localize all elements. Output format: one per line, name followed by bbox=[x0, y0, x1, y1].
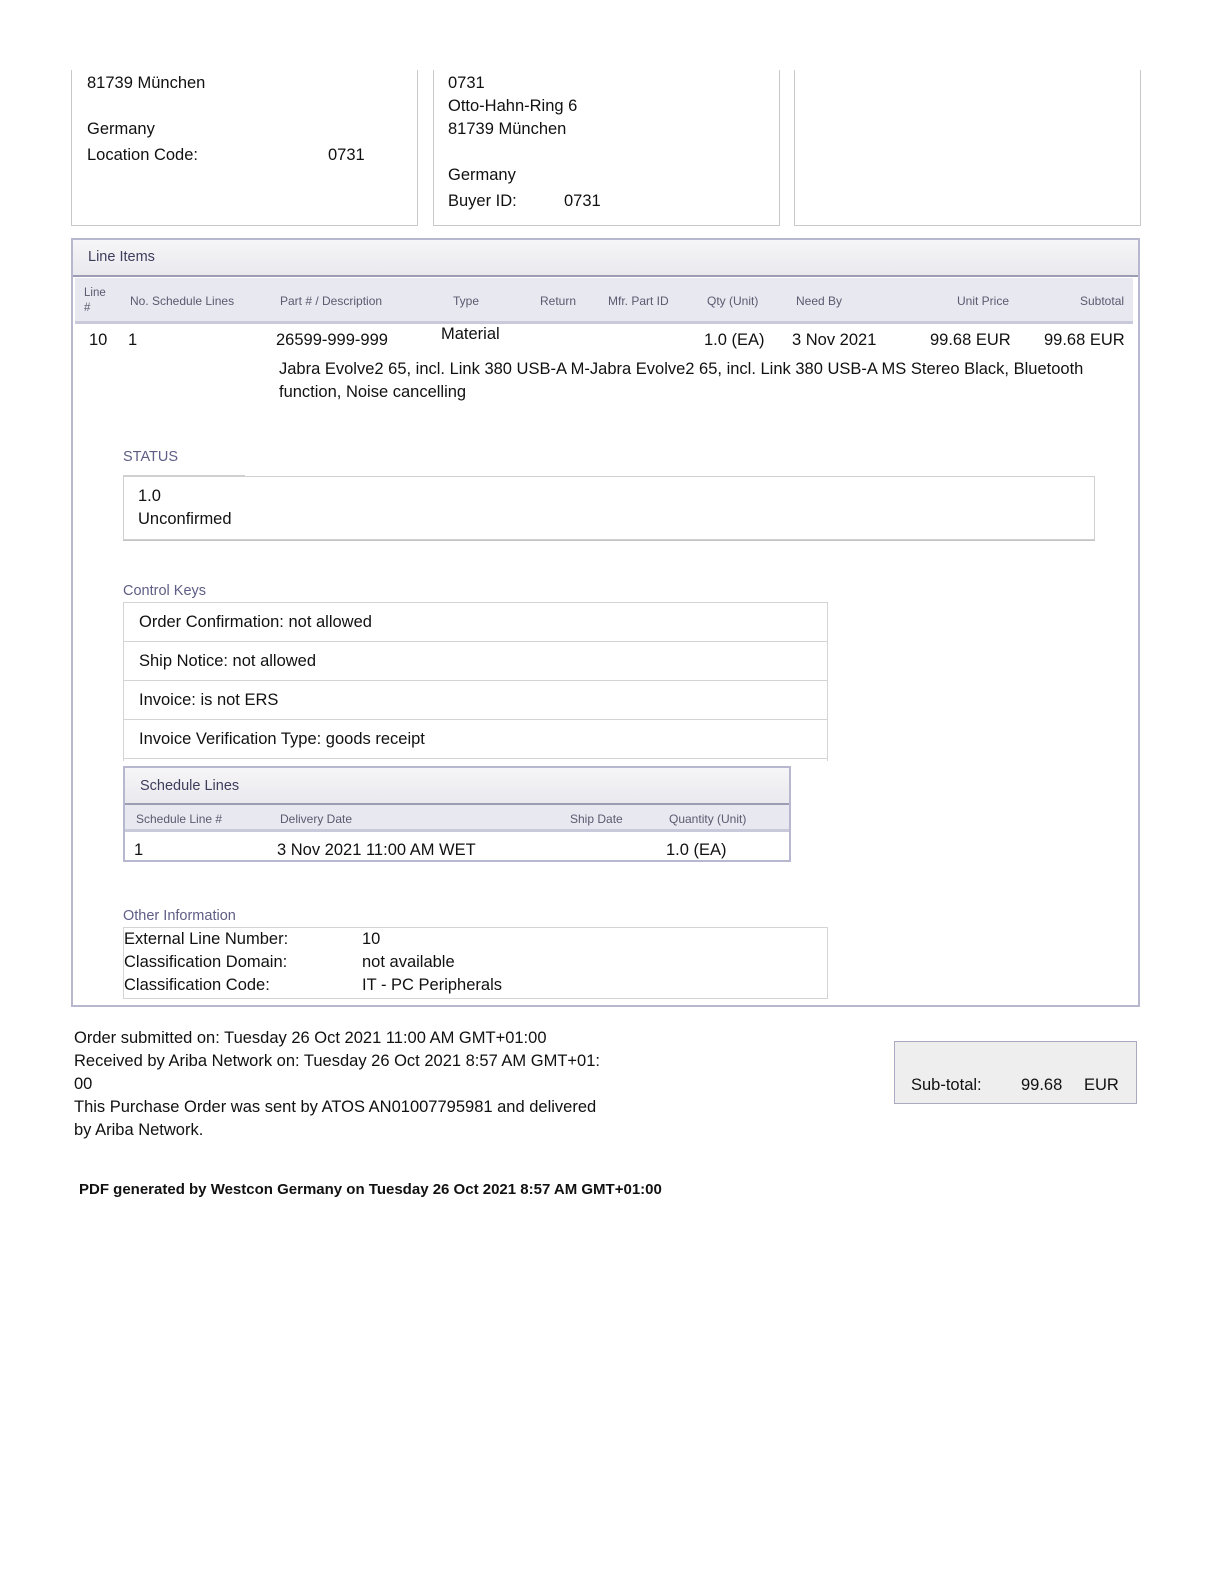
line-items-column-header bbox=[75, 278, 1133, 324]
schedule-lines-panel bbox=[123, 766, 791, 862]
schedule-lines-column-header bbox=[125, 805, 789, 832]
status-title: STATUS bbox=[123, 449, 179, 465]
col-quantity: Quantity (Unit) bbox=[669, 812, 747, 826]
buyer-box bbox=[433, 70, 780, 226]
sent-line-1: This Purchase Order was sent by ATOS AN01007795981 and delivered bbox=[74, 1098, 597, 1116]
line-items-title: Line Items bbox=[88, 249, 155, 265]
row-subtotal: 99.68 EUR bbox=[1044, 331, 1125, 349]
ship-to-country: Germany bbox=[87, 120, 155, 138]
col-line: Line # bbox=[84, 287, 106, 314]
row-qty: 1.0 (EA) bbox=[704, 331, 765, 349]
other-info-label: Classification Domain: bbox=[124, 953, 288, 971]
col-need-by: Need By bbox=[796, 294, 843, 308]
pdf-generated: PDF generated by Westcon Germany on Tuesday 26 Oct 2021 8:57 AM GMT+01:00 bbox=[79, 1181, 662, 1198]
line-items-header bbox=[73, 240, 1138, 277]
buyer-code: 0731 bbox=[448, 74, 485, 92]
other-info-value: IT - PC Peripherals bbox=[362, 976, 502, 994]
buyer-city: 81739 München bbox=[448, 120, 567, 138]
subtotal-currency: EUR bbox=[1084, 1076, 1119, 1094]
other-info-value: not available bbox=[362, 953, 455, 971]
ship-to-city: 81739 München bbox=[87, 74, 206, 92]
col-ship-date: Ship Date bbox=[570, 812, 623, 826]
row-unit-price: 99.68 EUR bbox=[930, 331, 1011, 349]
status-qty: 1.0 bbox=[138, 487, 161, 505]
subtotal-label: Sub-total: bbox=[911, 1076, 982, 1094]
schedule-row-qty: 1.0 (EA) bbox=[666, 841, 727, 859]
other-info-label: External Line Number: bbox=[124, 930, 289, 948]
other-info-label: Classification Code: bbox=[124, 976, 270, 994]
received-line-1: Received by Ariba Network on: Tuesday 26 Oct 2021 8:57 AM GMT+01: bbox=[74, 1052, 600, 1070]
received-line-2: 00 bbox=[74, 1075, 93, 1093]
schedule-lines-header bbox=[125, 768, 789, 805]
col-no-schedule: No. Schedule Lines bbox=[130, 294, 235, 308]
sent-line-2: by Ariba Network. bbox=[74, 1121, 204, 1139]
location-code-value: 0731 bbox=[328, 146, 365, 164]
row-line: 10 bbox=[89, 331, 108, 349]
control-keys-table bbox=[123, 602, 828, 761]
other-info-title: Other Information bbox=[123, 908, 236, 924]
line-items-panel bbox=[71, 238, 1140, 1007]
control-key-row: Order Confirmation: not allowed bbox=[124, 603, 827, 642]
other-info-value: 10 bbox=[362, 930, 381, 948]
schedule-row-num: 1 bbox=[134, 841, 144, 859]
buyer-street: Otto-Hahn-Ring 6 bbox=[448, 97, 578, 115]
schedule-row-delivery: 3 Nov 2021 11:00 AM WET bbox=[277, 841, 476, 859]
order-submitted: Order submitted on: Tuesday 26 Oct 2021 11:00 AM GMT+01:00 bbox=[74, 1029, 547, 1047]
col-delivery-date: Delivery Date bbox=[280, 812, 353, 826]
col-type: Type bbox=[453, 294, 480, 308]
schedule-lines-title: Schedule Lines bbox=[140, 778, 240, 794]
control-key-row: Invoice Verification Type: goods receipt bbox=[124, 720, 827, 759]
col-mfr: Mfr. Part ID bbox=[608, 294, 669, 308]
row-need-by: 3 Nov 2021 bbox=[792, 331, 877, 349]
control-keys-title: Control Keys bbox=[123, 583, 207, 599]
row-part: 26599-999-999 bbox=[276, 331, 388, 349]
subtotal-box bbox=[894, 1041, 1137, 1104]
col-qty: Qty (Unit) bbox=[707, 294, 759, 308]
col-return: Return bbox=[540, 294, 577, 308]
row-no-schedule: 1 bbox=[128, 331, 138, 349]
buyer-id-label: Buyer ID: bbox=[448, 192, 517, 210]
status-state: Unconfirmed bbox=[138, 510, 232, 528]
col-subtotal: Subtotal bbox=[1080, 294, 1125, 308]
subtotal-amount: 99.68 bbox=[1021, 1076, 1063, 1094]
empty-box bbox=[794, 70, 1141, 226]
control-key-row: Invoice: is not ERS bbox=[124, 681, 827, 720]
location-code-label: Location Code: bbox=[87, 146, 198, 164]
control-key-row: Ship Notice: not allowed bbox=[124, 642, 827, 681]
col-unit-price: Unit Price bbox=[957, 294, 1010, 308]
other-info-table bbox=[123, 927, 828, 999]
buyer-id-value: 0731 bbox=[564, 192, 601, 210]
buyer-country: Germany bbox=[448, 166, 516, 184]
row-type: Material bbox=[441, 325, 500, 343]
col-schedule-line: Schedule Line # bbox=[136, 812, 223, 826]
col-part: Part # / Description bbox=[280, 294, 383, 308]
ship-to-box bbox=[71, 70, 418, 226]
row-description: Jabra Evolve2 65, incl. Link 380 USB-A M-Jabra Evolve2 65, incl. Link 380 USB-A MS Stereo Black, Bluetooth function, Noise cancelling bbox=[279, 360, 1084, 401]
status-box bbox=[123, 476, 1095, 540]
